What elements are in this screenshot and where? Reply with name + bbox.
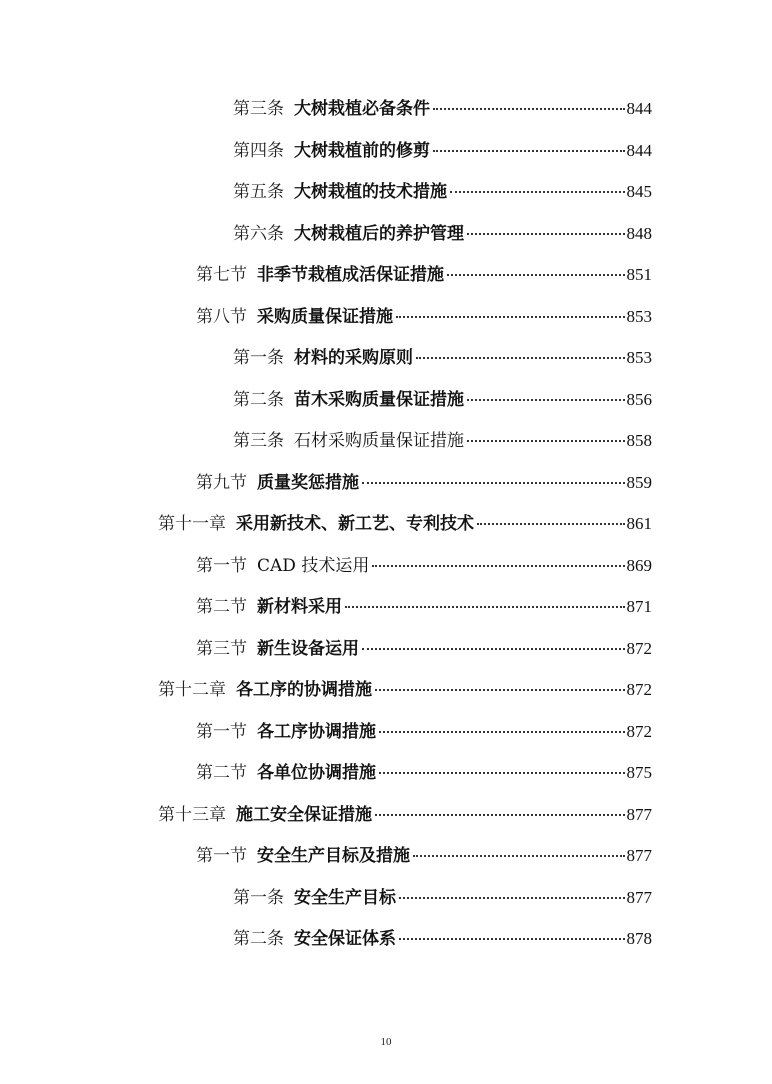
toc-entry-number: 第一节 [196, 722, 247, 742]
toc-entry-number: 第六条 [233, 224, 284, 244]
toc-entry-number: 第七节 [196, 265, 247, 285]
toc-entry-number: 第十二章 [158, 680, 226, 700]
toc-entry[interactable] [196, 551, 652, 581]
toc-entry-number: 第三条 [233, 431, 284, 451]
toc-entry-page: 859 [626, 473, 652, 492]
toc-entry-number: 第九节 [196, 473, 247, 493]
dot-leader [450, 191, 625, 193]
toc-entry-number: 第二条 [233, 390, 284, 410]
toc-entry[interactable] [233, 219, 652, 249]
toc-entry[interactable] [233, 343, 652, 373]
toc-entry-title: 新生设备运用 [257, 639, 359, 659]
toc-entry-page: 853 [626, 307, 652, 326]
toc-entry-number: 第三节 [196, 639, 247, 659]
toc-entry[interactable] [196, 634, 652, 664]
toc-entry-title: CAD 技术运用 [257, 556, 370, 576]
toc-entry-number: 第十一章 [158, 514, 226, 534]
toc-entry-title: 非季节栽植成活保证措施 [257, 265, 444, 285]
toc-entry-title: 材料的采购原则 [294, 348, 413, 368]
toc-entry[interactable] [196, 841, 652, 871]
toc-entry-page: 871 [626, 597, 652, 616]
dot-leader [375, 814, 625, 816]
toc-entry-title: 苗木采购质量保证措施 [294, 390, 464, 410]
dot-leader [467, 440, 625, 442]
toc-entry[interactable] [233, 136, 652, 166]
toc-entry-title: 各工序协调措施 [257, 722, 376, 742]
toc-entry-page: 872 [626, 722, 652, 741]
toc-entry-title: 安全保证体系 [294, 929, 396, 949]
dot-leader [447, 274, 625, 276]
toc-entry-number: 第五条 [233, 182, 284, 202]
dot-leader [379, 731, 625, 733]
dot-leader [467, 399, 625, 401]
toc-entry[interactable] [196, 302, 652, 332]
toc-entry-title: 石材采购质量保证措施 [294, 431, 464, 451]
toc-entry-number: 第二节 [196, 597, 247, 617]
toc-entry[interactable] [158, 509, 652, 539]
dot-leader [413, 855, 625, 857]
toc-entry[interactable] [158, 800, 652, 830]
dot-leader [433, 150, 625, 152]
toc-entry-title: 大树栽植的技术措施 [294, 182, 447, 202]
toc-entry-title: 质量奖惩措施 [257, 473, 359, 493]
dot-leader [399, 938, 625, 940]
toc-entry-number: 第一条 [233, 888, 284, 908]
toc-entry[interactable] [233, 924, 652, 954]
dot-leader [433, 108, 625, 110]
toc-entry[interactable] [196, 717, 652, 747]
toc-entry-number: 第三条 [233, 99, 284, 119]
toc-entry-title: 大树栽植前的修剪 [294, 141, 430, 161]
toc-entry-page: 875 [626, 763, 652, 782]
toc-entry-page: 872 [626, 639, 652, 658]
toc-entry-page: 872 [626, 680, 652, 699]
toc-entry-page: 877 [626, 805, 652, 824]
toc-entry-page: 856 [626, 390, 652, 409]
toc-entry-page: 851 [626, 265, 652, 284]
toc-entry-title: 各单位协调措施 [257, 763, 376, 783]
toc-entry-title: 安全生产目标及措施 [257, 846, 410, 866]
toc-entry-number: 第二条 [233, 929, 284, 949]
toc-entry-page: 878 [626, 929, 652, 948]
toc-entry[interactable] [196, 468, 652, 498]
dot-leader [362, 482, 625, 484]
toc-entry-title: 大树栽植必备条件 [294, 99, 430, 119]
dot-leader [379, 772, 625, 774]
toc-entry[interactable] [196, 592, 652, 622]
dot-leader [345, 606, 625, 608]
toc-entry-title: 新材料采用 [257, 597, 342, 617]
dot-leader [399, 897, 625, 899]
toc-entry-page: 869 [626, 556, 652, 575]
toc-entry-page: 853 [626, 348, 652, 367]
toc-entry[interactable] [196, 758, 652, 788]
toc-entry-page: 858 [626, 431, 652, 450]
toc-entry-page: 877 [626, 846, 652, 865]
toc-entry-page: 861 [626, 514, 652, 533]
toc-entry-number: 第一节 [196, 846, 247, 866]
toc-entry-title: 大树栽植后的养护管理 [294, 224, 464, 244]
toc-entry-number: 第十三章 [158, 805, 226, 825]
toc-entry-number: 第一节 [196, 556, 247, 576]
toc-entry[interactable] [233, 385, 652, 415]
toc-entry-title: 采购质量保证措施 [257, 307, 393, 327]
toc-entry-number: 第四条 [233, 141, 284, 161]
toc-entry[interactable] [196, 260, 652, 290]
dot-leader [477, 523, 625, 525]
toc-entry-title: 安全生产目标 [294, 888, 396, 908]
toc-entry-page: 848 [626, 224, 652, 243]
toc-entry-page: 845 [626, 182, 652, 201]
toc-entry-page: 844 [626, 99, 652, 118]
toc-entry-number: 第一条 [233, 348, 284, 368]
page-number-footer: 10 [380, 1036, 392, 1048]
toc-entry-number: 第八节 [196, 307, 247, 327]
toc-entry[interactable] [233, 426, 652, 456]
dot-leader [467, 233, 625, 235]
dot-leader [375, 689, 625, 691]
dot-leader [372, 565, 624, 567]
toc-entry[interactable] [158, 675, 652, 705]
dot-leader [396, 316, 625, 318]
toc-entry[interactable] [233, 883, 652, 913]
toc-entry-title: 施工安全保证措施 [236, 805, 372, 825]
toc-entry-title: 采用新技术、新工艺、专利技术 [236, 514, 474, 534]
toc-entry[interactable] [233, 94, 652, 124]
dot-leader [362, 648, 625, 650]
toc-entry[interactable] [233, 177, 652, 207]
toc-entry-page: 844 [626, 141, 652, 160]
dot-leader [416, 357, 625, 359]
toc-entry-number: 第二节 [196, 763, 247, 783]
toc-entry-page: 877 [626, 888, 652, 907]
toc-entry-title: 各工序的协调措施 [236, 680, 372, 700]
